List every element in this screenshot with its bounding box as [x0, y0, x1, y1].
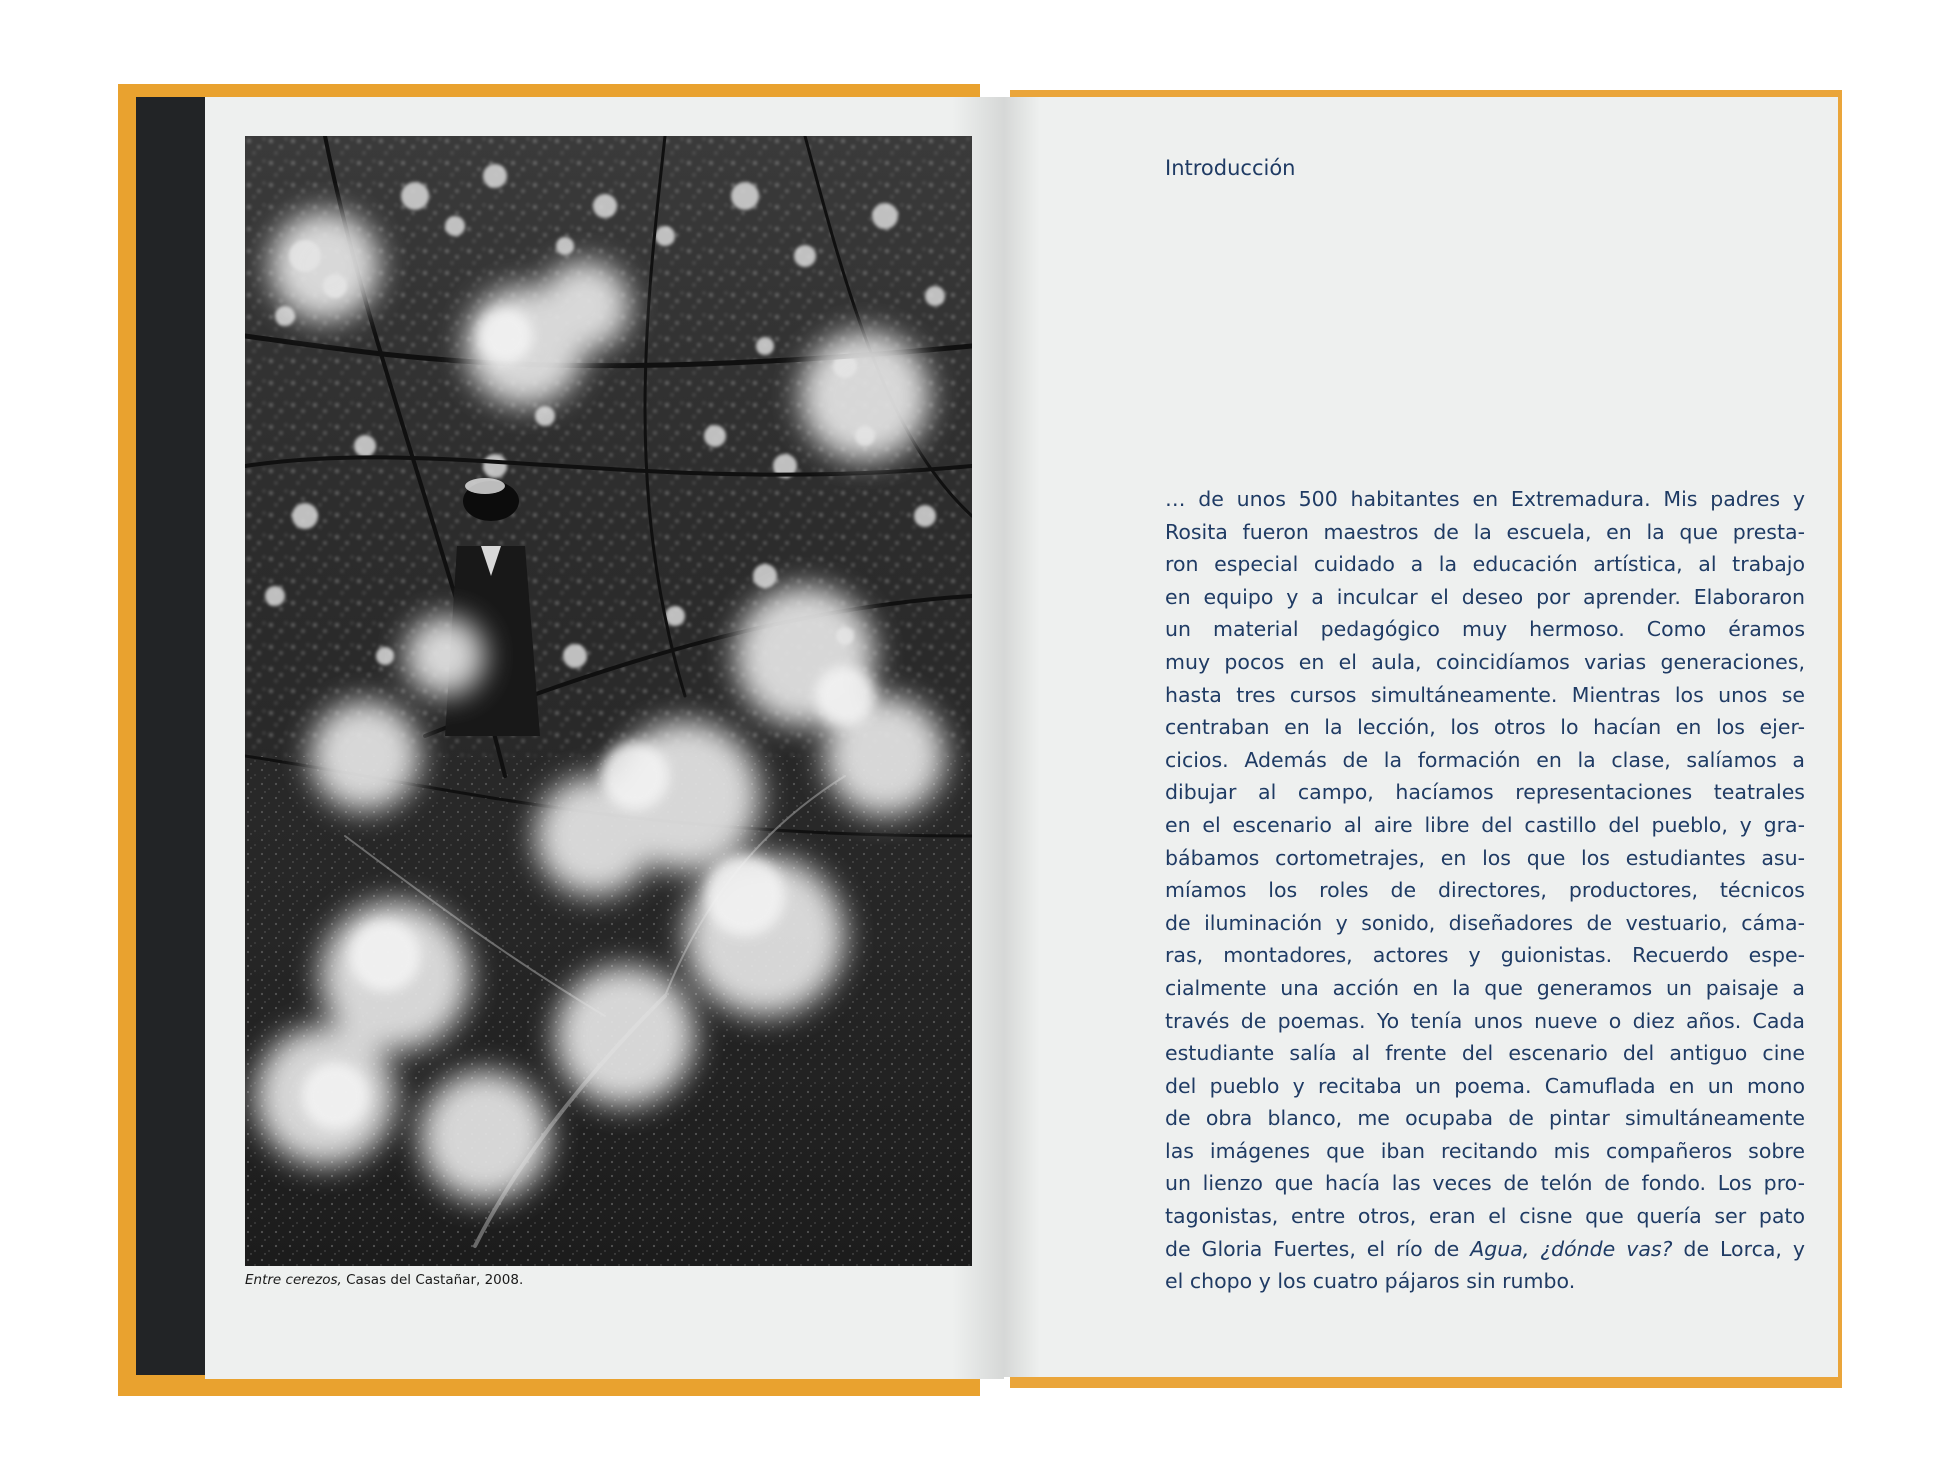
body-line: del pueblo y recitaba un poema. Camuflada en un mono: [1165, 1073, 1805, 1098]
body-line-with-title: [1165, 1233, 1805, 1266]
body-line: un material pedagógico muy hermoso. Como éramos: [1165, 617, 1805, 642]
body-line: en equipo y a inculcar el deseo por aprender. Elaboraron: [1165, 584, 1805, 609]
body-line: cialmente una acción en la que generamos un paisaje a: [1165, 975, 1805, 1000]
gutter-shadow-right: [1004, 97, 1040, 1377]
body-line-last: el chopo y los cuatro pájaros sin rumbo.: [1165, 1269, 1576, 1294]
poem-title: Agua, ¿dónde vas?: [1470, 1236, 1673, 1261]
section-heading: Introducción: [1165, 156, 1296, 180]
body-text-segment: de Lorca, y: [1672, 1236, 1805, 1261]
body-line: un lienzo que hacía las veces de telón de fondo. Los pro-: [1165, 1171, 1805, 1196]
body-line: de iluminación y sonido, diseñadores de vestuario, cáma-: [1165, 910, 1805, 935]
body-line: de obra blanco, me ocupaba de pintar simultáneamente: [1165, 1106, 1805, 1131]
body-line: bábamos cortometrajes, en los que los estudiantes asu-: [1165, 845, 1805, 870]
photo-image: [245, 136, 972, 1266]
body-line: ras, montadores, actores y guionistas. Recuerdo espe-: [1165, 943, 1805, 968]
body-line: las imágenes que iban recitando mis compañeros sobre: [1165, 1138, 1805, 1163]
photo-caption: [245, 1272, 945, 1288]
body-line: en el escenario al aire libre del castillo del pueblo, y gra-: [1165, 812, 1805, 837]
dark-endpaper: [136, 97, 208, 1375]
body-line: través de poemas. Yo tenía unos nueve o diez años. Cada: [1165, 1008, 1805, 1033]
body-line: Rosita fueron maestros de la escuela, en la que presta-: [1165, 519, 1805, 544]
caption-title: Entre cerezos,: [245, 1272, 342, 1288]
body-line: … de unos 500 habitantes en Extremadura. Mis padres y: [1165, 487, 1805, 511]
body-line: ron especial cuidado a la educación artística, al trabajo: [1165, 552, 1805, 577]
body-line: estudiante salía al frente del escenario del antiguo cine: [1165, 1041, 1805, 1066]
body-line: muy pocos en el aula, coincidíamos varias generaciones,: [1165, 649, 1805, 674]
body-line: dibujar al campo, hacíamos representaciones teatrales: [1165, 780, 1805, 805]
body-line: tagonistas, entre otros, eran el cisne que quería ser pato: [1165, 1204, 1805, 1229]
body-paragraph: [1165, 483, 1805, 1298]
body-line: centraban en la lección, los otros lo hacían en los ejer-: [1165, 715, 1805, 740]
cherry-blossom-photo: [245, 136, 972, 1266]
caption-location-year: Casas del Castañar, 2008.: [346, 1272, 524, 1288]
body-line: míamos los roles de directores, productores, técnicos: [1165, 878, 1805, 903]
body-line: cicios. Además de la formación en la clase, salíamos a: [1165, 747, 1805, 772]
body-text-segment: de Gloria Fuertes, el río de: [1165, 1236, 1471, 1261]
body-line: hasta tres cursos simultáneamente. Mientras los unos se: [1165, 682, 1805, 707]
